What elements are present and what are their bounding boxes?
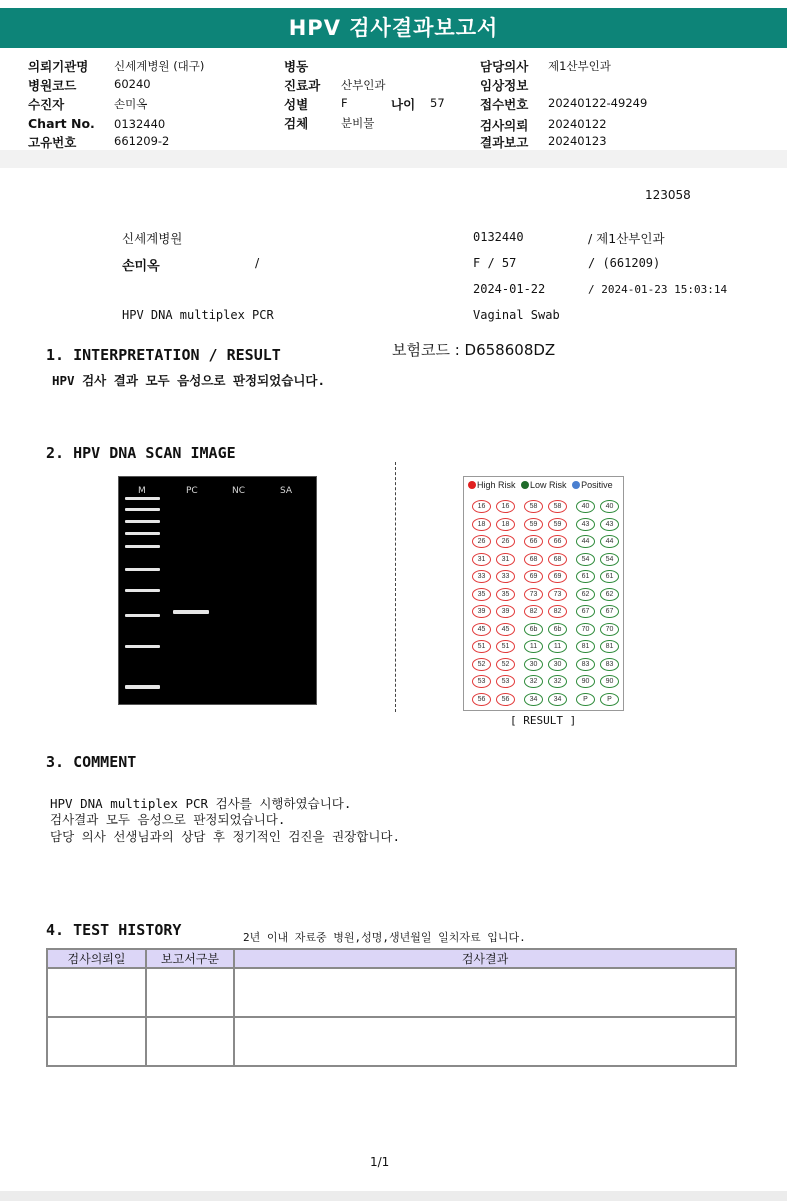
- gel-lane-label: M: [138, 486, 146, 496]
- value-request-date: 20240122: [548, 117, 607, 131]
- report-number: 123058: [645, 188, 691, 202]
- table-row: [47, 1017, 736, 1066]
- hpv-type-marker: 61: [576, 570, 595, 583]
- section-4-title: 4. TEST HISTORY: [46, 921, 182, 939]
- value-age: 57: [430, 96, 445, 110]
- result-panel: [463, 476, 624, 711]
- report-chart: 0132440: [473, 230, 524, 244]
- hpv-type-marker: 82: [524, 605, 543, 618]
- hpv-type-marker: 59: [524, 518, 543, 531]
- hpv-type-marker: 82: [548, 605, 567, 618]
- hpv-type-marker: 67: [600, 605, 619, 618]
- value-patient: 손미옥: [114, 97, 148, 111]
- value-dept: 산부인과: [341, 78, 386, 92]
- hpv-type-marker: 31: [496, 553, 515, 566]
- hpv-type-marker: 67: [576, 605, 595, 618]
- hpv-type-marker: 53: [472, 675, 491, 688]
- gel-image: [118, 476, 317, 705]
- label-unique-no: 고유번호: [28, 135, 77, 150]
- footer-bar: [0, 1191, 787, 1201]
- pc-band: [173, 610, 209, 614]
- label-sex: 성별: [284, 97, 309, 112]
- section-1-title: 1. INTERPRETATION / RESULT: [46, 346, 281, 364]
- hpv-type-marker: 35: [496, 588, 515, 601]
- hpv-type-marker: 70: [576, 623, 595, 636]
- value-specimen: 분비물: [341, 116, 375, 130]
- hpv-type-marker: 68: [548, 553, 567, 566]
- marker-band: [125, 532, 160, 535]
- value-report-date: 20240123: [548, 134, 607, 148]
- header-divider: [0, 150, 787, 168]
- history-col-request-date: 검사의뢰일: [47, 949, 146, 968]
- history-header-row: [47, 949, 736, 968]
- history-cell: [47, 968, 146, 1017]
- hpv-type-marker: 26: [496, 535, 515, 548]
- hpv-type-marker: 51: [496, 640, 515, 653]
- hpv-type-marker: 58: [548, 500, 567, 513]
- report-specimen: Vaginal Swab: [473, 308, 560, 322]
- hpv-type-marker: 54: [600, 553, 619, 566]
- hpv-type-marker: 68: [524, 553, 543, 566]
- value-receipt-no: 20240122-49249: [548, 96, 648, 110]
- hpv-type-marker: 83: [600, 658, 619, 671]
- history-cell: [234, 968, 736, 1017]
- hpv-type-marker: 43: [576, 518, 595, 531]
- hpv-type-marker: 11: [548, 640, 567, 653]
- insurance-code: 보험코드 : D658608DZ: [392, 341, 556, 359]
- hpv-type-marker: 81: [600, 640, 619, 653]
- hpv-type-marker: 32: [548, 675, 567, 688]
- value-institution: 신세계병원 (대구): [114, 59, 205, 73]
- marker-band: [125, 614, 160, 617]
- hpv-type-marker: 18: [472, 518, 491, 531]
- value-unique-no: 661209-2: [114, 134, 170, 148]
- legend-pos: Positive: [581, 480, 613, 490]
- hpv-type-marker: 69: [548, 570, 567, 583]
- label-chart-no: Chart No.: [28, 116, 95, 131]
- report-sex-age: F / 57: [473, 256, 517, 270]
- label-hospital-code: 병원코드: [28, 78, 77, 93]
- report-birth: / (661209): [588, 256, 661, 270]
- hpv-type-marker: 44: [600, 535, 619, 548]
- hpv-type-marker: 26: [472, 535, 491, 548]
- legend-low: Low Risk: [530, 480, 567, 490]
- hpv-type-marker: 54: [576, 553, 595, 566]
- hpv-type-marker: 58: [524, 500, 543, 513]
- report-hospital: 신세계병원: [122, 231, 183, 246]
- value-doctor: 제1산부인과: [548, 59, 611, 73]
- label-institution: 의뢰기관명: [28, 59, 89, 74]
- hpv-type-marker: 62: [576, 588, 595, 601]
- hpv-type-marker: 62: [600, 588, 619, 601]
- low-risk-dot-icon: [521, 481, 529, 489]
- comment-line: 검사결과 모두 음성으로 판정되었습니다.: [50, 812, 286, 827]
- hpv-type-marker: 44: [576, 535, 595, 548]
- hpv-type-marker: 52: [472, 658, 491, 671]
- hpv-type-marker: 69: [524, 570, 543, 583]
- report-request-date: 2024-01-22: [473, 282, 546, 296]
- hpv-type-marker: 70: [600, 623, 619, 636]
- hpv-type-marker: P: [576, 693, 595, 706]
- hpv-type-marker: 30: [548, 658, 567, 671]
- report-patient-slash: /: [255, 255, 260, 270]
- hpv-type-marker: 6b: [548, 623, 567, 636]
- history-col-report-type: 보고서구분: [146, 949, 234, 968]
- image-divider: [395, 462, 396, 712]
- marker-band: [125, 568, 160, 571]
- hpv-type-marker: 66: [548, 535, 567, 548]
- hpv-type-marker: 51: [472, 640, 491, 653]
- value-sex: F: [341, 96, 348, 110]
- label-patient: 수진자: [28, 97, 65, 112]
- hpv-type-marker: 16: [496, 500, 515, 513]
- hpv-type-marker: 34: [548, 693, 567, 706]
- hpv-type-marker: 73: [548, 588, 567, 601]
- hpv-type-marker: 40: [576, 500, 595, 513]
- report-datetime: / 2024-01-23 15:03:14: [588, 283, 728, 296]
- hpv-type-marker: 59: [548, 518, 567, 531]
- hpv-type-marker: 43: [600, 518, 619, 531]
- label-clinical-info: 임상정보: [480, 78, 529, 93]
- hpv-type-marker: 30: [524, 658, 543, 671]
- label-report-date: 결과보고: [480, 135, 529, 150]
- label-ward: 병동: [284, 59, 309, 74]
- hpv-type-marker: 90: [600, 675, 619, 688]
- history-col-result: 검사결과: [234, 949, 736, 968]
- hpv-type-marker: 32: [524, 675, 543, 688]
- gel-lane-label: PC: [186, 486, 198, 496]
- high-risk-dot-icon: [468, 481, 476, 489]
- section-3-title: 3. COMMENT: [46, 753, 137, 771]
- label-doctor: 담당의사: [480, 59, 529, 74]
- hpv-type-marker: 73: [524, 588, 543, 601]
- page-title: HPV 검사결과보고서: [288, 16, 499, 40]
- hpv-type-marker: 66: [524, 535, 543, 548]
- hpv-type-marker: 33: [496, 570, 515, 583]
- label-specimen: 검체: [284, 116, 309, 131]
- value-chart-no: 0132440: [114, 117, 166, 131]
- hpv-type-marker: 61: [600, 570, 619, 583]
- hpv-type-marker: 53: [496, 675, 515, 688]
- report-dept: / 제1산부인과: [588, 231, 665, 246]
- gel-lane-label: SA: [280, 486, 293, 496]
- hpv-type-marker: 39: [496, 605, 515, 618]
- section-2-title: 2. HPV DNA SCAN IMAGE: [46, 444, 236, 462]
- report-test-name: HPV DNA multiplex PCR: [122, 308, 274, 322]
- marker-band: [125, 685, 160, 689]
- hpv-type-marker: 6b: [524, 623, 543, 636]
- hpv-type-marker: 18: [496, 518, 515, 531]
- hpv-type-marker: 45: [496, 623, 515, 636]
- history-cell: [146, 1017, 234, 1066]
- result-caption: [ RESULT ]: [510, 714, 577, 727]
- marker-band: [125, 589, 160, 592]
- marker-band: [125, 520, 160, 523]
- hpv-type-marker: 83: [576, 658, 595, 671]
- hpv-type-marker: 35: [472, 588, 491, 601]
- history-table: [46, 948, 737, 1067]
- label-receipt-no: 접수번호: [480, 97, 529, 112]
- marker-band: [125, 645, 160, 648]
- history-cell: [146, 968, 234, 1017]
- table-row: [47, 968, 736, 1017]
- marker-band: [125, 508, 160, 511]
- hpv-type-marker: 81: [576, 640, 595, 653]
- comment-line: 담당 의사 선생님과의 상담 후 정기적인 검진을 권장합니다.: [50, 829, 401, 844]
- hpv-type-marker: 90: [576, 675, 595, 688]
- marker-band: [125, 497, 160, 500]
- hpv-type-marker: 56: [496, 693, 515, 706]
- hpv-type-marker: 52: [496, 658, 515, 671]
- hpv-type-marker: 40: [600, 500, 619, 513]
- label-age: 나이: [391, 97, 416, 112]
- hpv-type-marker: 56: [472, 693, 491, 706]
- comment-line: HPV DNA multiplex PCR 검사를 시행하였습니다.: [50, 796, 352, 811]
- gel-lane-label: NC: [232, 486, 246, 496]
- label-request-date: 검사의뢰: [480, 118, 529, 133]
- hpv-type-marker: 16: [472, 500, 491, 513]
- report-patient: 손미옥: [122, 259, 160, 274]
- marker-band: [125, 545, 160, 548]
- hpv-type-marker: 34: [524, 693, 543, 706]
- history-note: 2년 이내 자료중 병원,성명,생년월일 일치자료 입니다.: [243, 931, 526, 944]
- section-1-result: HPV 검사 결과 모두 음성으로 판정되었습니다.: [52, 373, 326, 388]
- positive-dot-icon: [572, 481, 580, 489]
- legend-high: High Risk: [477, 480, 516, 490]
- hpv-type-marker: 31: [472, 553, 491, 566]
- page-number: 1/1: [370, 1155, 390, 1169]
- label-dept: 진료과: [284, 78, 321, 93]
- hpv-type-marker: 11: [524, 640, 543, 653]
- legend: [468, 480, 613, 490]
- hpv-type-marker: P: [600, 693, 619, 706]
- hpv-type-marker: 39: [472, 605, 491, 618]
- hpv-type-marker: 33: [472, 570, 491, 583]
- value-hospital-code: 60240: [114, 77, 151, 91]
- history-cell: [47, 1017, 146, 1066]
- history-cell: [234, 1017, 736, 1066]
- hpv-type-marker: 45: [472, 623, 491, 636]
